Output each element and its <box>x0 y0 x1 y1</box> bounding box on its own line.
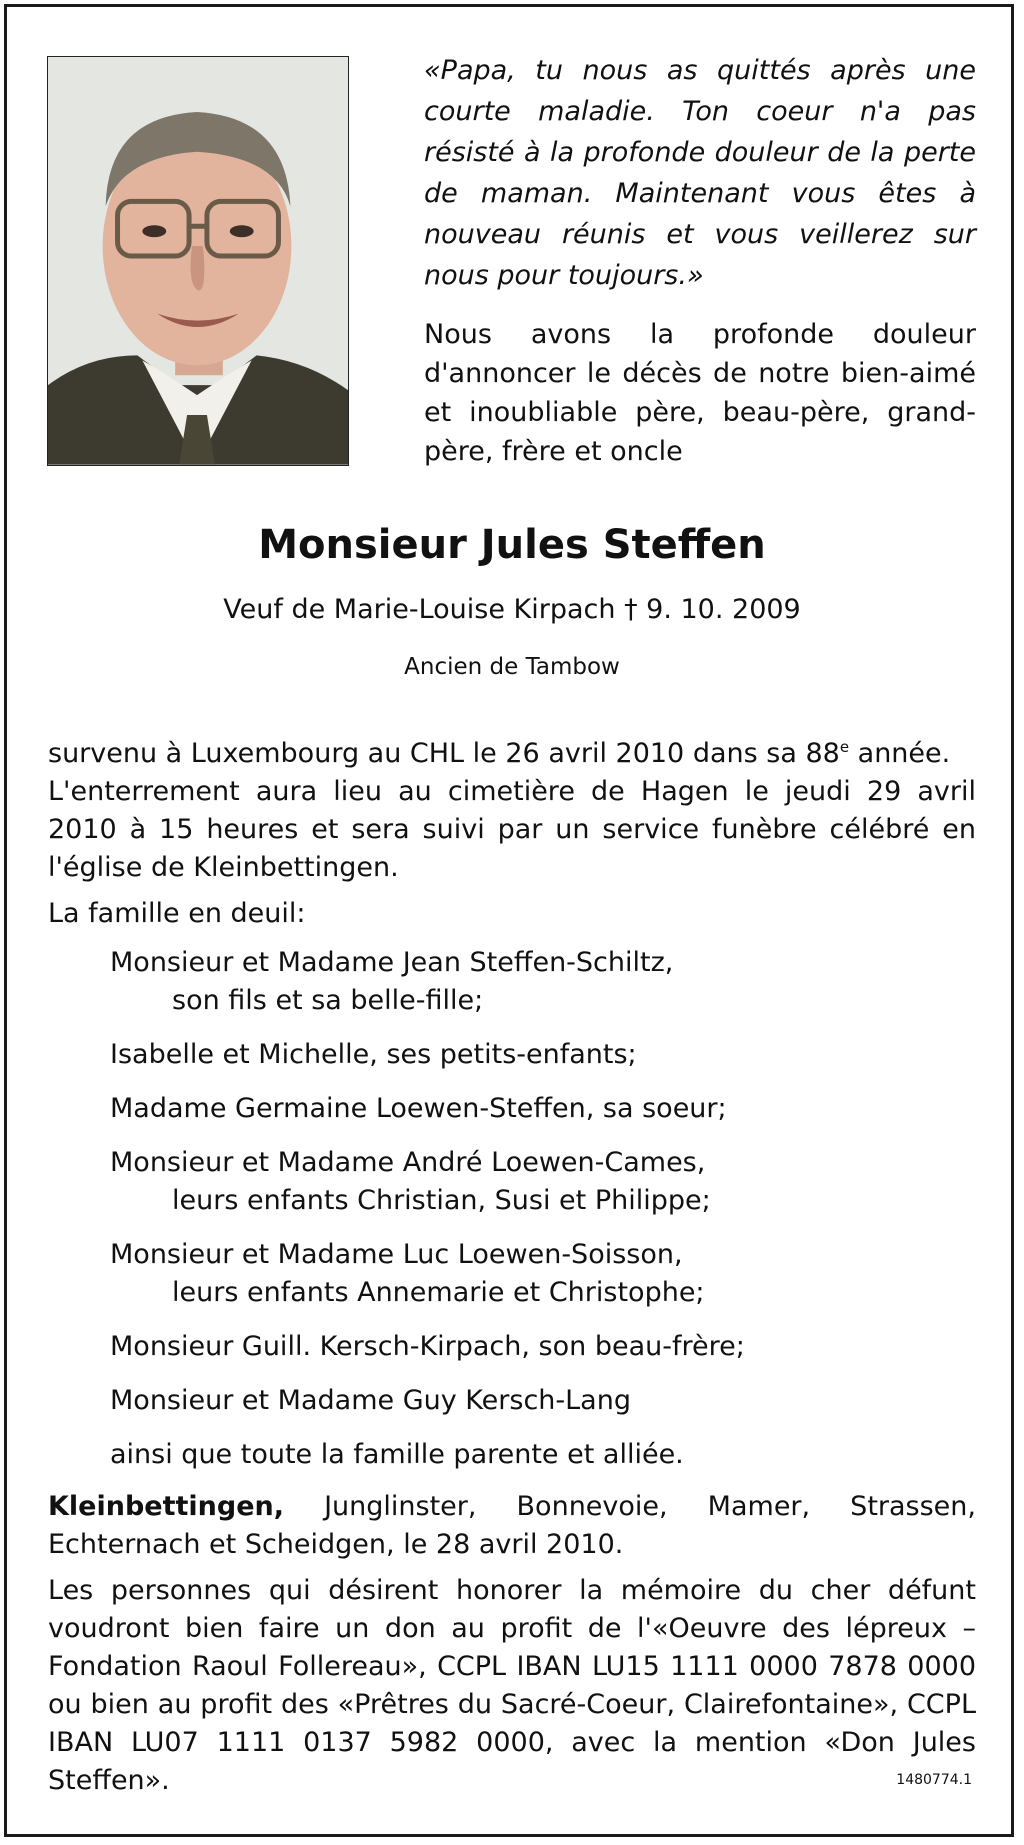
family-entry: Monsieur et Madame André Loewen-Cames, leurs enfants Christian, Susi et Philippe; <box>110 1147 711 1216</box>
death-and-funeral-text <box>48 728 976 887</box>
family-entry: Monsieur et Madame Guy Kersch-Lang <box>110 1385 631 1416</box>
family-entry: Isabelle et Michelle, ses petits-enfants; <box>110 1039 637 1070</box>
funeral-info: L'enterrement aura lieu au cimetière de Hagen le jeudi 29 avril 2010 à 15 heures et sera suivi par un service funèbre célébré en l'église de Kleinbettingen. <box>48 776 976 883</box>
family-entry: Monsieur et Madame Jean Steffen-Schiltz, son fils et sa belle-fille; <box>110 947 674 1016</box>
village-name: Kleinbettingen, <box>48 1491 285 1522</box>
widower-line: Veuf de Marie-Louise Kirpach † 9. 10. 2009 <box>223 594 801 625</box>
family-entry: Monsieur et Madame Luc Loewen-Soisson, leurs enfants Annemarie et Christophe; <box>110 1239 705 1308</box>
donation-text: Les personnes qui désirent honorer la mémoire du cher défunt voudront bien faire un don au profit de l'«Oeuvre des lépreux – Fondation Raoul Follereau», CCPL IBAN LU15 1111 0000 7878 0000 ou bien au profit des «Prêtres du Sacré-Coeur, Clairefontaine», CCPL IBAN LU07 1111 0137 5982 0000, avec la mention «Don Jules Steffen». <box>48 1575 976 1796</box>
portrait-photo <box>47 56 349 466</box>
family-list <box>110 944 976 1474</box>
place-and-date: Kleinbettingen, Junglinster, Bonnevoie, Mamer, Strassen, Echternach et Scheidgen, le 28 avril 2010. <box>48 1491 976 1560</box>
death-info: survenu à Luxembourg au CHL le 26 avril 2010 dans sa 88e année. <box>48 738 951 769</box>
family-entry: ainsi que toute la famille parente et alliée. <box>110 1439 684 1470</box>
quote-text: «Papa, tu nous as quittés après une courte maladie. Ton coeur n'a pas résisté à la profonde douleur de la perte de maman. Maintenant vous êtes à nouveau réunis et vous veillerez sur nous pour toujours.» <box>424 55 976 291</box>
family-entry: Monsieur Guill. Kersch-Kirpach, son beau-frère; <box>110 1331 745 1362</box>
family-entry: Madame Germaine Loewen-Steffen, sa soeur; <box>110 1093 727 1124</box>
family-label: La famille en deuil: <box>48 898 306 929</box>
announcement-intro: Nous avons la profonde douleur d'annoncer le décès de notre bien-aimé et inoubliable père, beau-père, grand-père, frère et oncle <box>424 319 976 467</box>
reference-number: 1480774.1 <box>896 1772 972 1788</box>
deceased-name: Monsieur Jules Steffen <box>258 522 766 568</box>
former-line: Ancien de Tambow <box>404 654 620 680</box>
